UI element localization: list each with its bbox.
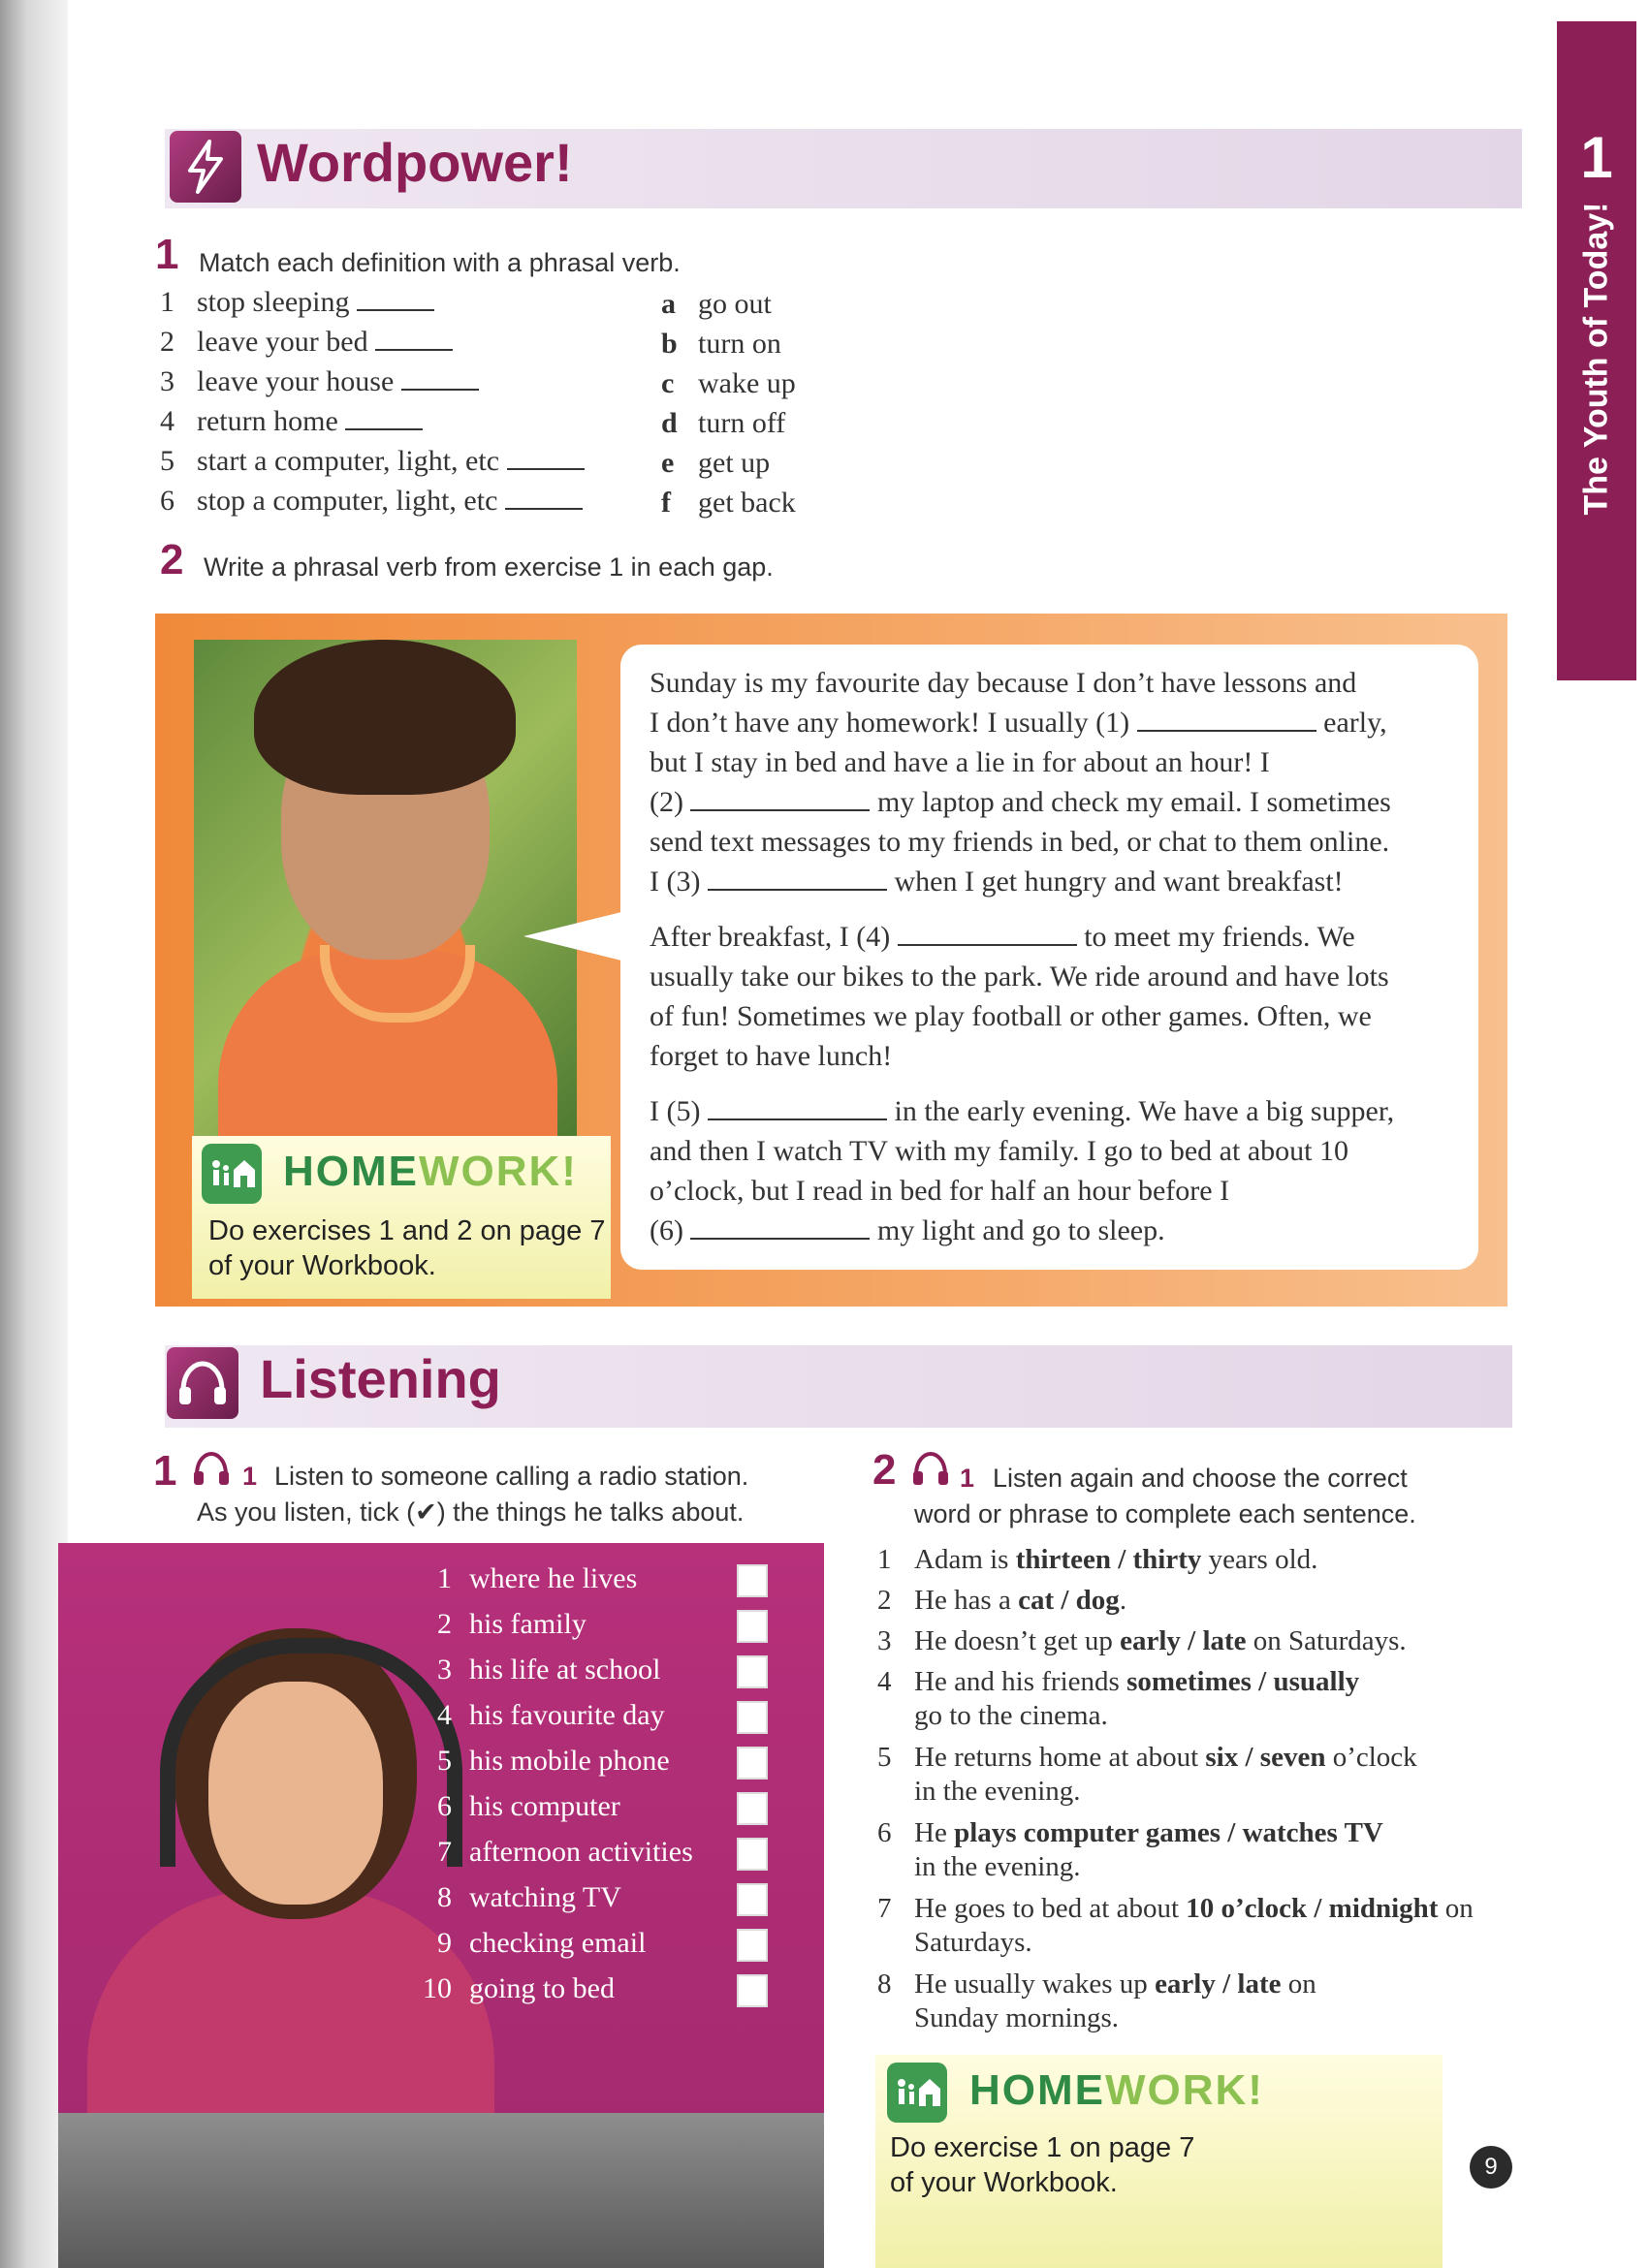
story-line: I (3) when I get hungry and want breakfast!	[650, 866, 1344, 898]
homework-text: Do exercises 1 and 2 on page 7 of your Workbook.	[208, 1215, 606, 1281]
sentence-item: 1 Adam is thirteen / thirty years old.	[877, 1544, 1318, 1575]
headphones-icon	[167, 1347, 238, 1419]
sentence-item: 7 He goes to bed at about 10 o’clock / midnight on Saturdays.	[877, 1893, 1474, 1958]
phrasal-verb-option: b turn on	[661, 328, 781, 360]
listening-ex1-instruction-1: Listen to someone calling a radio station.	[274, 1462, 749, 1491]
definition-item: 4 return home	[160, 405, 423, 438]
phrasal-verb-option: d turn off	[661, 407, 786, 439]
answer-blank[interactable]	[357, 309, 434, 311]
wordpower-ex2-number: 2	[160, 536, 184, 583]
word-choice[interactable]: early / late	[1120, 1625, 1247, 1656]
phrasal-verb-option: a go out	[661, 288, 772, 320]
word-choice[interactable]: plays computer games / watches TV	[954, 1817, 1383, 1848]
sentence-item: 8 He usually wakes up early / late on Sunday mornings.	[877, 1969, 1316, 2033]
gap-1[interactable]	[1137, 730, 1316, 732]
tick-checkbox[interactable]	[737, 1610, 768, 1643]
mixing-desk-photo	[58, 2113, 824, 2268]
tick-item: 2 his family	[437, 1608, 587, 1640]
story-line: of fun! Sometimes we play football or other games. Often, we	[650, 1000, 1372, 1032]
gap-5[interactable]	[708, 1118, 887, 1120]
word-choice[interactable]: 10 o’clock / midnight	[1186, 1893, 1439, 1924]
wordpower-title: Wordpower!	[257, 132, 573, 193]
tick-item: 7 afternoon activities	[437, 1836, 693, 1868]
answer-blank[interactable]	[375, 349, 453, 351]
phrasal-verb-option: c wake up	[661, 367, 796, 399]
word-choice[interactable]: sometimes / usually	[1126, 1666, 1360, 1697]
word-choice[interactable]: cat / dog	[1018, 1585, 1120, 1616]
definition-item: 1 stop sleeping	[160, 286, 434, 319]
tick-checkbox[interactable]	[737, 1655, 768, 1688]
wordpower-ex1-instruction: Match each definition with a phrasal verb.	[199, 248, 681, 277]
answer-blank[interactable]	[505, 508, 583, 510]
sentence-item: 3 He doesn’t get up early / late on Saturdays.	[877, 1625, 1407, 1656]
story-line: Sunday is my favourite day because I don’t have lessons and	[650, 667, 1357, 699]
tick-item: 10 going to bed	[423, 1972, 615, 2004]
headphones-icon	[911, 1450, 950, 1492]
story-line: (2) my laptop and check my email. I sometimes	[650, 786, 1391, 818]
listening-ex1-number: 1	[153, 1447, 177, 1495]
story-line: send text messages to my friends in bed, or chat to them online.	[650, 826, 1390, 858]
story-line: After breakfast, I (4) to meet my friends. We	[650, 921, 1355, 953]
tick-checkbox[interactable]	[737, 1701, 768, 1734]
homework-text: Do exercise 1 on page 7 of your Workbook.	[890, 2132, 1195, 2198]
tick-checkbox[interactable]	[737, 1747, 768, 1780]
listening-ex2-instruction-1: Listen again and choose the correct	[993, 1464, 1408, 1493]
listening-ex2-number: 2	[872, 1446, 897, 1494]
unit-title: The Youth of Today!	[1577, 202, 1615, 516]
gap-4[interactable]	[898, 944, 1077, 946]
story-line: usually take our bikes to the park. We ride around and have lots	[650, 961, 1389, 992]
sentence-item: 6 He plays computer games / watches TV in the evening.	[877, 1817, 1383, 1882]
family-house-icon	[202, 1144, 262, 1204]
gap-3[interactable]	[708, 889, 887, 891]
boy-photo-hair	[254, 640, 516, 795]
family-house-icon	[887, 2063, 947, 2123]
story-line: and then I watch TV with my family. I go to bed at about 10	[650, 1135, 1348, 1167]
headphones-icon	[192, 1450, 231, 1492]
unit-number: 1	[1580, 125, 1613, 190]
listening-ex1-instruction-2: As you listen, tick (✔) the things he talks about.	[197, 1497, 745, 1527]
sentence-item: 4 He and his friends sometimes / usually go to the cinema.	[877, 1666, 1360, 1731]
definition-item: 2 leave your bed	[160, 326, 453, 359]
story-line: forget to have lunch!	[650, 1040, 893, 1072]
tick-checkbox[interactable]	[737, 1838, 768, 1871]
gap-2[interactable]	[690, 809, 870, 811]
tick-checkbox[interactable]	[737, 1792, 768, 1825]
word-choice[interactable]: early / late	[1155, 1969, 1282, 2000]
homework-title: HOMEWORK!	[969, 2066, 1264, 2114]
story-line: I don’t have any homework! I usually (1) early,	[650, 707, 1387, 739]
answer-blank[interactable]	[345, 428, 423, 430]
lightning-icon	[170, 131, 241, 203]
tick-item: 8 watching TV	[437, 1881, 621, 1913]
story-line: but I stay in bed and have a lie in for about an hour! I	[650, 746, 1270, 778]
story-line: (6) my light and go to sleep.	[650, 1214, 1165, 1246]
tick-item: 9 checking email	[437, 1927, 647, 1959]
definition-item: 6 stop a computer, light, etc	[160, 485, 583, 518]
tick-checkbox[interactable]	[737, 1929, 768, 1962]
tick-item: 5 his mobile phone	[437, 1745, 670, 1777]
definition-item: 5 start a computer, light, etc	[160, 445, 585, 478]
story-line: o’clock, but I read in bed for half an hour before I	[650, 1175, 1230, 1207]
sentence-item: 5 He returns home at about six / seven o’clock in the evening.	[877, 1742, 1417, 1807]
definition-item: 3 leave your house	[160, 365, 479, 398]
tick-item: 6 his computer	[437, 1790, 620, 1822]
track-number: 1	[242, 1462, 258, 1491]
wordpower-ex1-number: 1	[155, 231, 179, 278]
answer-blank[interactable]	[401, 389, 479, 391]
sentence-item: 2 He has a cat / dog.	[877, 1585, 1127, 1616]
listening-title: Listening	[260, 1348, 501, 1409]
phrasal-verb-option: f get back	[661, 487, 796, 519]
page-number: 9	[1470, 2146, 1512, 2189]
tick-item: 3 his life at school	[437, 1654, 661, 1685]
gap-6[interactable]	[690, 1238, 870, 1240]
wordpower-ex2-instruction: Write a phrasal verb from exercise 1 in each gap.	[204, 552, 774, 582]
tick-item: 1 where he lives	[437, 1562, 638, 1594]
track-number: 1	[960, 1464, 975, 1493]
phrasal-verb-option: e get up	[661, 447, 771, 479]
word-choice[interactable]: six / seven	[1205, 1742, 1326, 1773]
tick-checkbox[interactable]	[737, 1883, 768, 1916]
answer-blank[interactable]	[507, 468, 585, 470]
tick-checkbox[interactable]	[737, 1974, 768, 2007]
speech-tail	[523, 911, 625, 961]
word-choice[interactable]: thirteen / thirty	[1015, 1544, 1202, 1575]
tick-checkbox[interactable]	[737, 1564, 768, 1597]
tick-item: 4 his favourite day	[437, 1699, 665, 1731]
homework-title: HOMEWORK!	[283, 1148, 578, 1195]
story-line: I (5) in the early evening. We have a big supper,	[650, 1095, 1395, 1127]
listening-ex2-instruction-2: word or phrase to complete each sentence.	[914, 1499, 1416, 1528]
